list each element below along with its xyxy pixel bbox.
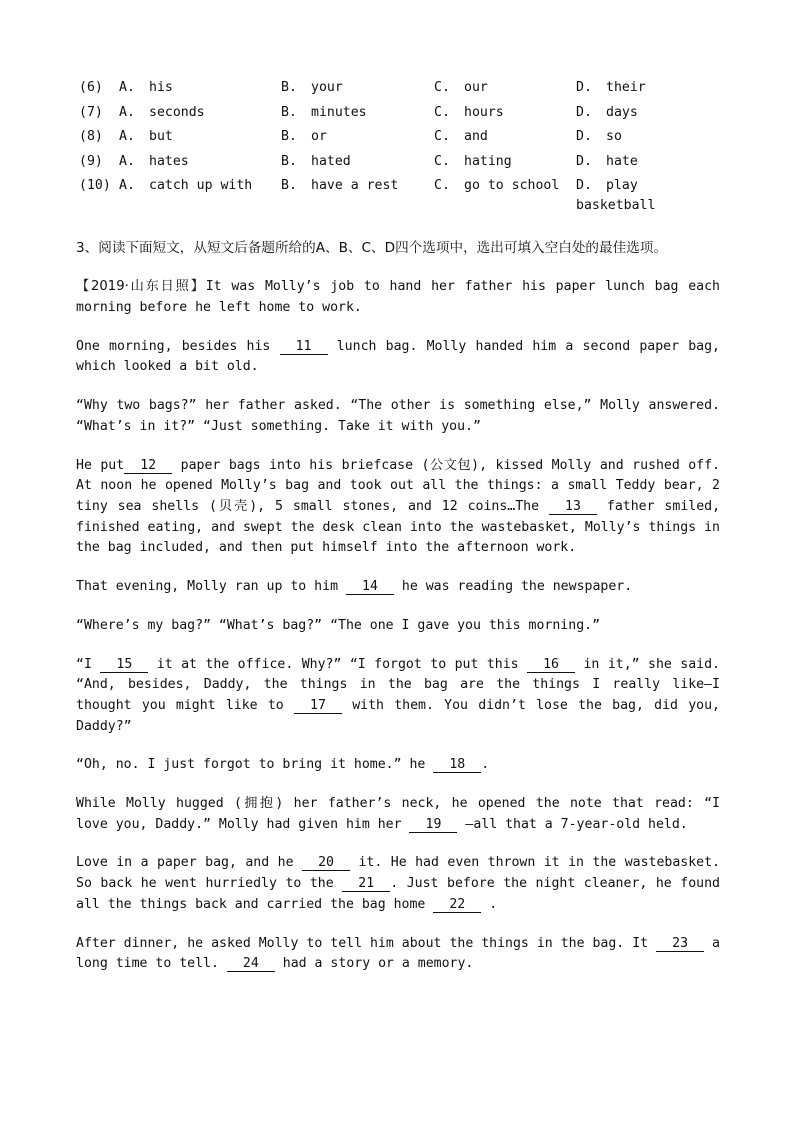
option-a: A. seconds [119,104,205,120]
blank-22[interactable]: 22 [433,898,481,913]
option-b: B. minutes [281,104,367,120]
paragraph-2: One morning, besides his 11 lunch bag. Molly handed him a second paper bag, which looked a bit old. [76,338,720,375]
option-number: (7) [79,104,103,120]
option-number: (10) [79,178,111,194]
option-c: C. and [434,129,488,145]
paragraph-8: “Oh, no. I just forgot to bring it home.” he 18 . [76,757,490,773]
option-d: D. days [576,104,638,120]
option-number: (9) [79,153,103,169]
paragraph-5: That evening, Molly ran up to him 14 he was reading the newspaper. [76,579,633,595]
blank-20[interactable]: 20 [302,856,350,871]
page [76,78,720,975]
paragraph-7: “I 15 it at the office. Why?” “I forgot to put this 16 in it,” she said. “And, besides, Daddy, the things in the bag are the things I really like—I thought you might like to 17 with them. You didn’t lose the bag, did you, Daddy?” [76,656,721,734]
paragraph-1: 【2019·山东日照】It was Molly’s job to hand her father his paper lunch bag each morning before he left home to work. [76,279,720,316]
blank-12[interactable]: 12 [124,459,172,474]
option-row-9 [79,152,706,177]
paragraph-6: “Where’s my bag?” “What’s bag?” “The one I gave you this morning.” [76,617,601,633]
blank-14[interactable]: 14 [346,580,394,595]
question-heading [76,238,720,259]
blank-13[interactable]: 13 [549,500,597,515]
option-d: D. so [576,129,622,145]
option-number: (6) [79,80,103,95]
blank-15[interactable]: 15 [100,658,148,673]
paragraph-11: After dinner, he asked Molly to tell him about the things in the bag. It 23 a long time to tell. 24 had a story or a memory. [76,935,720,972]
option-row-8 [79,127,706,152]
source-tag: 【2019·山东日照】 [76,279,206,295]
question-number: 3、 [76,240,99,257]
option-c: C. our [434,80,488,95]
option-number: (8) [79,129,103,145]
paragraph-4: He put 12 paper bags into his briefcase (公文包), kissed Molly and rushed off. At noon he opened Molly’s bag and took out all the things: a small Teddy bear, 2 tiny sea shells (贝壳), 5 small stones, and 12 coins…The 13 father smiled, finished eating, and swept the desk clean into the wastebasket, Molly’s things in the bag included, and then put himself into the afternoon work. [76,457,721,556]
option-a: A. hates [119,153,189,169]
question-instruction: 阅读下面短文，从短文后备题所给的A、B、C、D四个选项中，选出可填入空白处的最佳选项。 [98,240,667,257]
option-b: B. or [281,129,327,145]
paragraph-3: “Why two bags?” her father asked. “The other is something else,” Molly answered. “What’s in it?” “Just something. Take it with you.” [76,398,720,434]
option-d: D. hate [576,153,638,169]
option-a: A. but [119,129,173,145]
blank-21[interactable]: 21 [342,877,390,892]
paragraph-9: While Molly hugged (拥抱) her father’s neck, he opened the note that read: “I love you, Daddy.” Molly had given him her 19 —all that a 7-year-old held. [76,796,720,832]
option-row-7 [79,103,706,128]
option-a: A. catch up with [119,178,253,194]
option-row-10 [79,176,706,216]
option-c: C. hours [434,104,504,120]
options-table [79,78,706,216]
option-b: B. have a rest [281,178,399,194]
blank-16[interactable]: 16 [527,658,575,673]
blank-17[interactable]: 17 [294,699,342,714]
blank-11[interactable]: 11 [280,340,328,355]
blank-18[interactable]: 18 [433,758,481,773]
option-c: C. hating [434,153,512,169]
option-a: A. his [119,80,173,95]
blank-19[interactable]: 19 [409,818,457,833]
option-d: D. their [576,80,646,95]
option-c: C. go to school [434,178,560,194]
paragraph-10: Love in a paper bag, and he 20 it. He had even thrown it in the wastebasket. So back he went hurriedly to the 21 . Just before the night cleaner, he found all the things back and carried the bag home 22 . [76,855,720,912]
option-b: B. hated [281,153,351,169]
option-row-6 [79,78,706,103]
option-d: D. play basketball [576,178,656,214]
blank-23[interactable]: 23 [656,937,704,952]
blank-24[interactable]: 24 [227,957,275,972]
option-b: B. your [281,80,343,95]
